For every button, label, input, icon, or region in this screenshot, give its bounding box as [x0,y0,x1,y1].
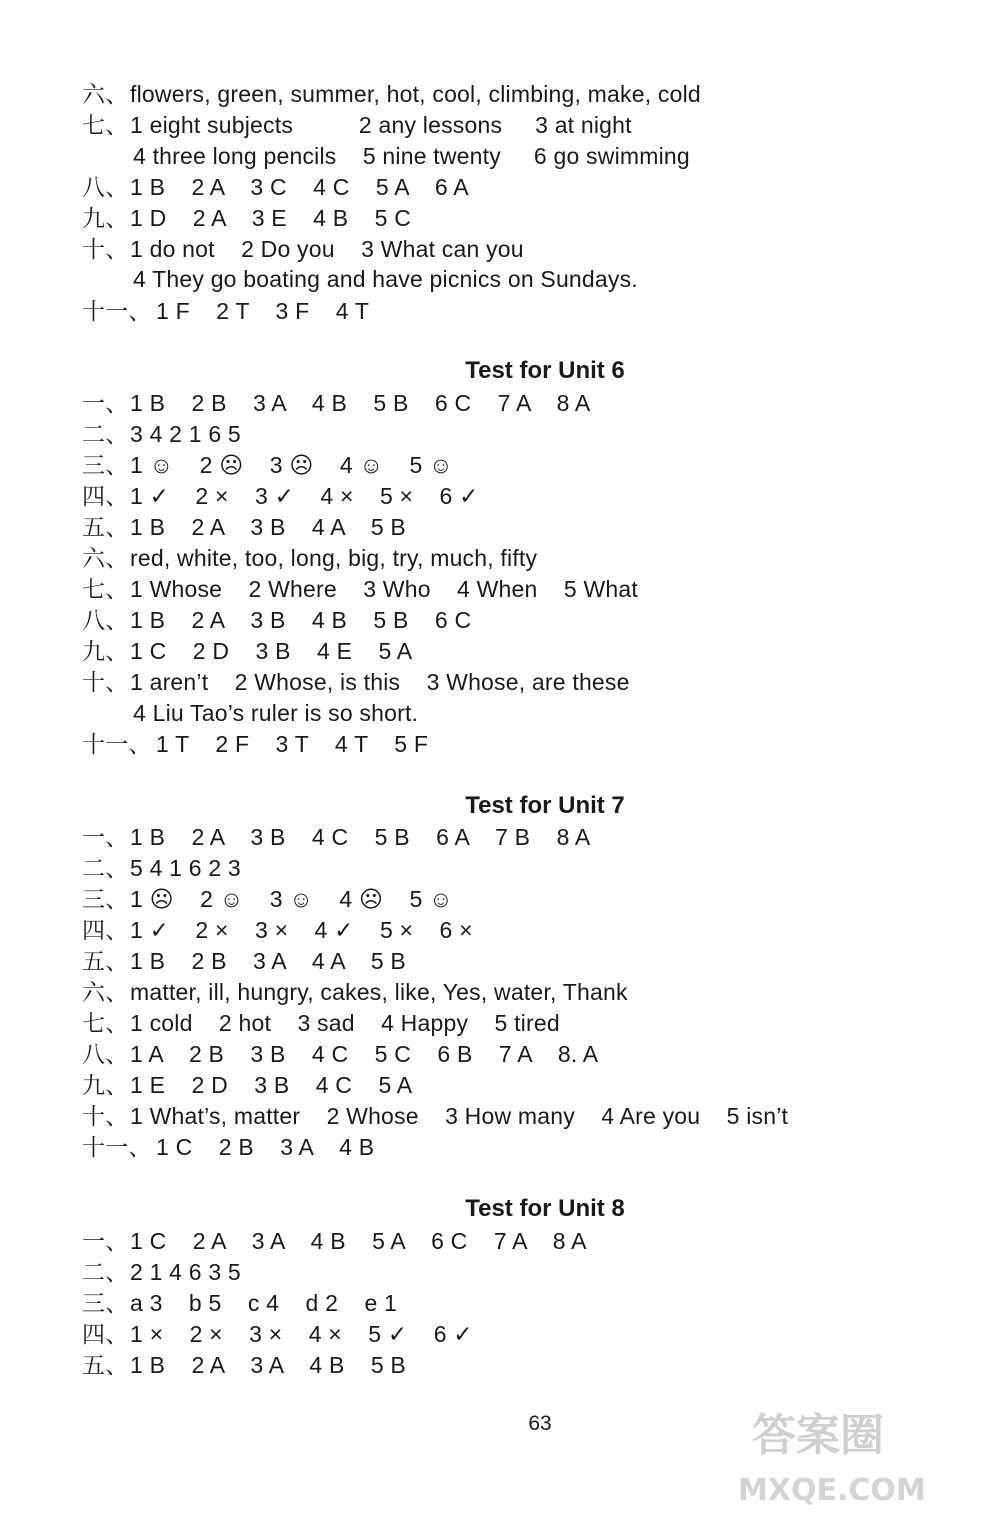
answer-line: 五、1 B 2 A 3 B 4 A 5 B [82,514,406,540]
answer-line: 二、2 1 4 6 3 5 [82,1259,241,1285]
answer-line: 二、5 4 1 6 2 3 [82,855,241,881]
answer-line-continued: 4 Liu Tao’s ruler is so short. [133,700,419,726]
watermark-url: MXQE.COM [738,1473,926,1508]
answer-line: 八、1 A 2 B 3 B 4 C 5 C 6 B 7 A 8. A [82,1041,599,1067]
answer-line: 七、1 Whose 2 Where 3 Who 4 When 5 What [82,576,638,602]
answer-line: 九、1 C 2 D 3 B 4 E 5 A [82,638,413,664]
answer-line: 五、1 B 2 B 3 A 4 A 5 B [82,948,406,974]
answer-line: 十一、 1 T 2 F 3 T 4 T 5 F [82,731,429,757]
watermark-logo [732,1400,982,1510]
answer-line: 十、1 do not 2 Do you 3 What can you [82,236,524,262]
answer-line: 十一、 1 F 2 T 3 F 4 T [82,298,370,324]
answer-line: 一、1 C 2 A 3 A 4 B 5 A 6 C 7 A 8 A [82,1228,587,1254]
answer-line: 七、1 cold 2 hot 3 sad 4 Happy 5 tired [82,1010,560,1036]
answer-line: 七、1 eight subjects 2 any lessons 3 at night [82,112,632,138]
answer-line: 二、3 4 2 1 6 5 [82,421,241,447]
answer-line: 六、flowers, green, summer, hot, cool, climbing, make, cold [82,81,701,107]
answer-line-continued: 4 They go boating and have picnics on Sundays. [133,266,638,292]
answer-line: 十、1 What’s, matter 2 Whose 3 How many 4 Are you 5 isn’t [82,1103,789,1129]
section-title: Test for Unit 6 [465,357,625,384]
answer-line: 四、1 × 2 × 3 × 4 × 5 ✓ 6 ✓ [82,1321,473,1347]
answer-line: 六、matter, ill, hungry, cakes, like, Yes, water, Thank [82,979,628,1005]
answer-line: 一、1 B 2 A 3 B 4 C 5 B 6 A 7 B 8 A [82,824,591,850]
answer-line: 三、a 3 b 5 c 4 d 2 e 1 [82,1290,398,1316]
answer-line: 九、1 D 2 A 3 E 4 B 5 C [82,205,412,231]
section-title: Test for Unit 7 [465,792,625,819]
answer-line: 九、1 E 2 D 3 B 4 C 5 A [82,1072,413,1098]
answer-line: 四、1 ✓ 2 × 3 × 4 ✓ 5 × 6 × [82,917,473,943]
watermark-title: 答案圈 [752,1410,884,1461]
answer-line: 四、1 ✓ 2 × 3 ✓ 4 × 5 × 6 ✓ [82,483,479,509]
answer-line-continued: 4 three long pencils 5 nine twenty 6 go swimming [133,143,690,169]
answer-line: 十、1 aren’t 2 Whose, is this 3 Whose, are these [82,669,630,695]
section-title: Test for Unit 8 [465,1195,625,1222]
answer-line: 八、1 B 2 A 3 B 4 B 5 B 6 C [82,607,472,633]
answer-line: 三、1 ☺ 2 ☹ 3 ☹ 4 ☺ 5 ☺ [82,452,453,478]
answer-line: 八、1 B 2 A 3 C 4 C 5 A 6 A [82,174,469,200]
answer-line: 三、1 ☹ 2 ☺ 3 ☺ 4 ☹ 5 ☺ [82,886,453,912]
answer-line: 六、red, white, too, long, big, try, much, fifty [82,545,538,571]
answer-line: 十一、 1 C 2 B 3 A 4 B [82,1134,375,1160]
answer-line: 一、1 B 2 B 3 A 4 B 5 B 6 C 7 A 8 A [82,390,591,416]
page-number: 63 [528,1412,552,1435]
answer-line: 五、1 B 2 A 3 A 4 B 5 B [82,1352,406,1378]
